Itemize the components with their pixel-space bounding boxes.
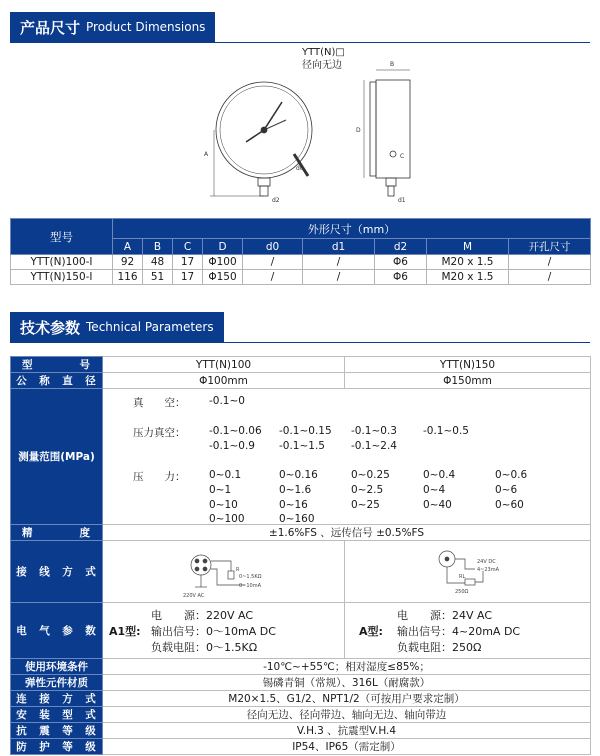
table-row [11, 707, 591, 723]
range-value: -0.1~0.9 [209, 440, 255, 452]
section-title-en: Product Dimensions [86, 20, 206, 34]
col-header: A [113, 239, 143, 255]
env-label: 使用环境条件 [11, 659, 103, 675]
model-label: 型 号 [11, 357, 103, 373]
range-value: 0~0.1 [209, 469, 242, 481]
technical-parameters-header [10, 312, 224, 342]
cell: / [303, 270, 375, 285]
mark-c: C [400, 153, 405, 160]
resistor-icon [465, 579, 475, 585]
elec-line: 输出信号：0～10mA DC [151, 625, 276, 638]
section-rule [10, 342, 590, 343]
table-row [11, 389, 591, 525]
model-header: 型号 [11, 219, 113, 255]
cell: / [243, 255, 303, 270]
elastic-label: 弹性元件材质 [11, 675, 103, 691]
install-label: 安 装 型 式 [11, 707, 103, 723]
outline-header: 外形尺寸（mm） [113, 219, 591, 239]
range-value: 0~0.25 [351, 469, 390, 481]
range-value: -0.1~0.3 [351, 425, 397, 437]
gauge-socket [258, 178, 270, 186]
col-header: d0 [243, 239, 303, 255]
table-row [11, 525, 591, 541]
col-header: M [427, 239, 509, 255]
terminal-block-icon [191, 555, 211, 575]
range-value: 0~1 [209, 484, 232, 496]
mark-b: B [390, 61, 395, 68]
range-value: -0.1~2.4 [351, 440, 397, 452]
gauge-side-port [390, 151, 396, 157]
table-row [11, 357, 591, 373]
wiring-b-sig: 4~23mA [477, 567, 500, 573]
range-value: 0~0.16 [279, 469, 318, 481]
protection-value: IP54、IP65（需定制） [103, 739, 591, 755]
col-header: d1 [303, 239, 375, 255]
range-value: 0~4 [423, 484, 446, 496]
range-value: 0~25 [351, 499, 380, 511]
table-row [11, 675, 591, 691]
env-value: -10℃~+55℃；相对湿度≤85%； [103, 659, 591, 675]
elec-line: 负载电阻：250Ω [397, 641, 482, 654]
accuracy-value: ±1.6%FS 、远传信号 ±0.5%FS [103, 525, 591, 541]
section-rule [10, 42, 590, 43]
cell: M20 x 1.5 [427, 270, 509, 285]
cell: 17 [173, 255, 203, 270]
col-header: B [143, 239, 173, 255]
col-header: C [173, 239, 203, 255]
range-value: 0~40 [423, 499, 452, 511]
elec-line: 输出信号：4~20mA DC [397, 625, 521, 638]
range-value: -0.1~0 [209, 395, 245, 407]
electrical-label: 电 气 参 数 [11, 603, 103, 659]
gauge-dimension-drawing [190, 46, 450, 206]
table-row [11, 723, 591, 739]
range-value: 0~0.4 [423, 469, 456, 481]
wiring-a-power: 220V AC [183, 593, 205, 599]
wiring-b-load: 250Ω [455, 589, 469, 595]
range-value: -0.1~0.15 [279, 425, 332, 437]
gauge-side-case [376, 80, 410, 178]
dimensions-table [10, 218, 591, 285]
wiring-a-svg [105, 541, 345, 599]
section-title-cn: 技术参数 [20, 318, 81, 337]
cell: Φ6 [375, 270, 427, 285]
wiring-b-svg [347, 541, 591, 599]
technical-parameters-table [10, 356, 591, 755]
gauge-pivot [261, 127, 267, 133]
vacuum-label: 真 空： [133, 397, 186, 409]
diameter-b: Φ150mm [345, 373, 591, 389]
cell: Φ6 [375, 255, 427, 270]
cell: 17 [173, 270, 203, 285]
cell: / [509, 255, 591, 270]
wiring-label: 接 线 方 式 [11, 541, 103, 603]
row-model: YTT(N)100-Ⅰ [11, 255, 113, 270]
elec-line: 电 源：220V AC [151, 609, 254, 622]
range-value: 0~2.5 [351, 484, 384, 496]
table-row [11, 603, 591, 659]
row-model: YTT(N)150-Ⅰ [11, 270, 113, 285]
wiring-a-sig1: 0~1.5KΩ [239, 574, 262, 580]
elec-line: 负载电阻：0～1.5KΩ [151, 641, 258, 654]
mark-d: D [356, 127, 361, 134]
elastic-value: 锡磷青铜（常规）、316L（耐腐款） [103, 675, 591, 691]
range-value: 0~6 [495, 484, 518, 496]
compound-label: 压力真空： [133, 427, 186, 439]
range-label: 测量范围(MPa) [11, 389, 103, 525]
table-row [11, 739, 591, 755]
col-header: 开孔尺寸 [509, 239, 591, 255]
gauge-side-thread [388, 186, 394, 196]
range-value: 0~160 [279, 513, 315, 525]
drawing-mount: 径向无边 [302, 60, 342, 71]
wiring-diagram-b [345, 541, 591, 603]
product-dimensions-header [10, 12, 215, 42]
cell: 48 [143, 255, 173, 270]
cell: / [303, 255, 375, 270]
model-b: YTT(N)150 [345, 357, 591, 373]
wiring-a-sig2: 0~10mA [239, 583, 262, 589]
measuring-range [103, 389, 591, 525]
cell: / [509, 270, 591, 285]
connection-label: 连 接 方 式 [11, 691, 103, 707]
wiring-a-r: R [236, 567, 240, 573]
cell: / [243, 270, 303, 285]
mark-a: A [204, 151, 209, 158]
install-value: 径向无边、径向带边、轴向无边、轴向带边 [103, 707, 591, 723]
shock-value: V.H.3 、抗震型V.H.4 [103, 723, 591, 739]
model-a: YTT(N)100 [103, 357, 345, 373]
wiring-b-power: 24V DC [477, 559, 496, 565]
cell: Φ100 [203, 255, 243, 270]
cell: 51 [143, 270, 173, 285]
elec-line: 电 源：24V AC [397, 609, 493, 622]
section-title-en: Technical Parameters [86, 320, 214, 334]
range-value: 0~100 [209, 513, 245, 525]
range-value: -0.1~1.5 [279, 440, 325, 452]
protection-label: 防 护 等 级 [11, 739, 103, 755]
accuracy-label: 精 度 [11, 525, 103, 541]
gauge-side-bezel [370, 82, 376, 176]
diameter-label: 公 称 直 径 [11, 373, 103, 389]
range-value: 0~0.6 [495, 469, 528, 481]
range-value: 0~1.6 [279, 484, 312, 496]
range-value: 0~10 [209, 499, 238, 511]
gauge-side-socket [386, 178, 396, 186]
table-row [11, 373, 591, 389]
table-row [11, 659, 591, 675]
mark-d2: d2 [272, 197, 280, 204]
cell: 116 [113, 270, 143, 285]
mark-d0: d0 [296, 165, 304, 172]
electrical-b [345, 603, 591, 659]
pressure-label: 压 力： [133, 471, 186, 483]
mark-d1: d1 [398, 197, 406, 204]
col-header: d2 [375, 239, 427, 255]
wiring-b-r: RL [459, 574, 466, 580]
table-row [11, 691, 591, 707]
gauge-thread [260, 186, 268, 196]
range-value: 0~16 [279, 499, 308, 511]
elec-type: A型: [359, 625, 383, 638]
cell: 92 [113, 255, 143, 270]
diameter-a: Φ100mm [103, 373, 345, 389]
connection-value: M20×1.5、G1/2、NPT1/2（可按用户要求定制） [103, 691, 591, 707]
table-row [11, 255, 591, 270]
col-header: D [203, 239, 243, 255]
range-value: -0.1~0.06 [209, 425, 262, 437]
shock-label: 抗 震 等 级 [11, 723, 103, 739]
elec-type: A1型: [109, 625, 141, 638]
resistor-icon [228, 571, 234, 579]
table-row [11, 541, 591, 603]
cell: M20 x 1.5 [427, 255, 509, 270]
section-title-cn: 产品尺寸 [20, 18, 81, 37]
range-value: 0~60 [495, 499, 524, 511]
drawing-model: YTT(N)□ [302, 47, 345, 58]
table-row [11, 270, 591, 285]
range-value: -0.1~0.5 [423, 425, 469, 437]
wiring-diagram-a [103, 541, 345, 603]
electrical-a [103, 603, 345, 659]
cell: Φ150 [203, 270, 243, 285]
